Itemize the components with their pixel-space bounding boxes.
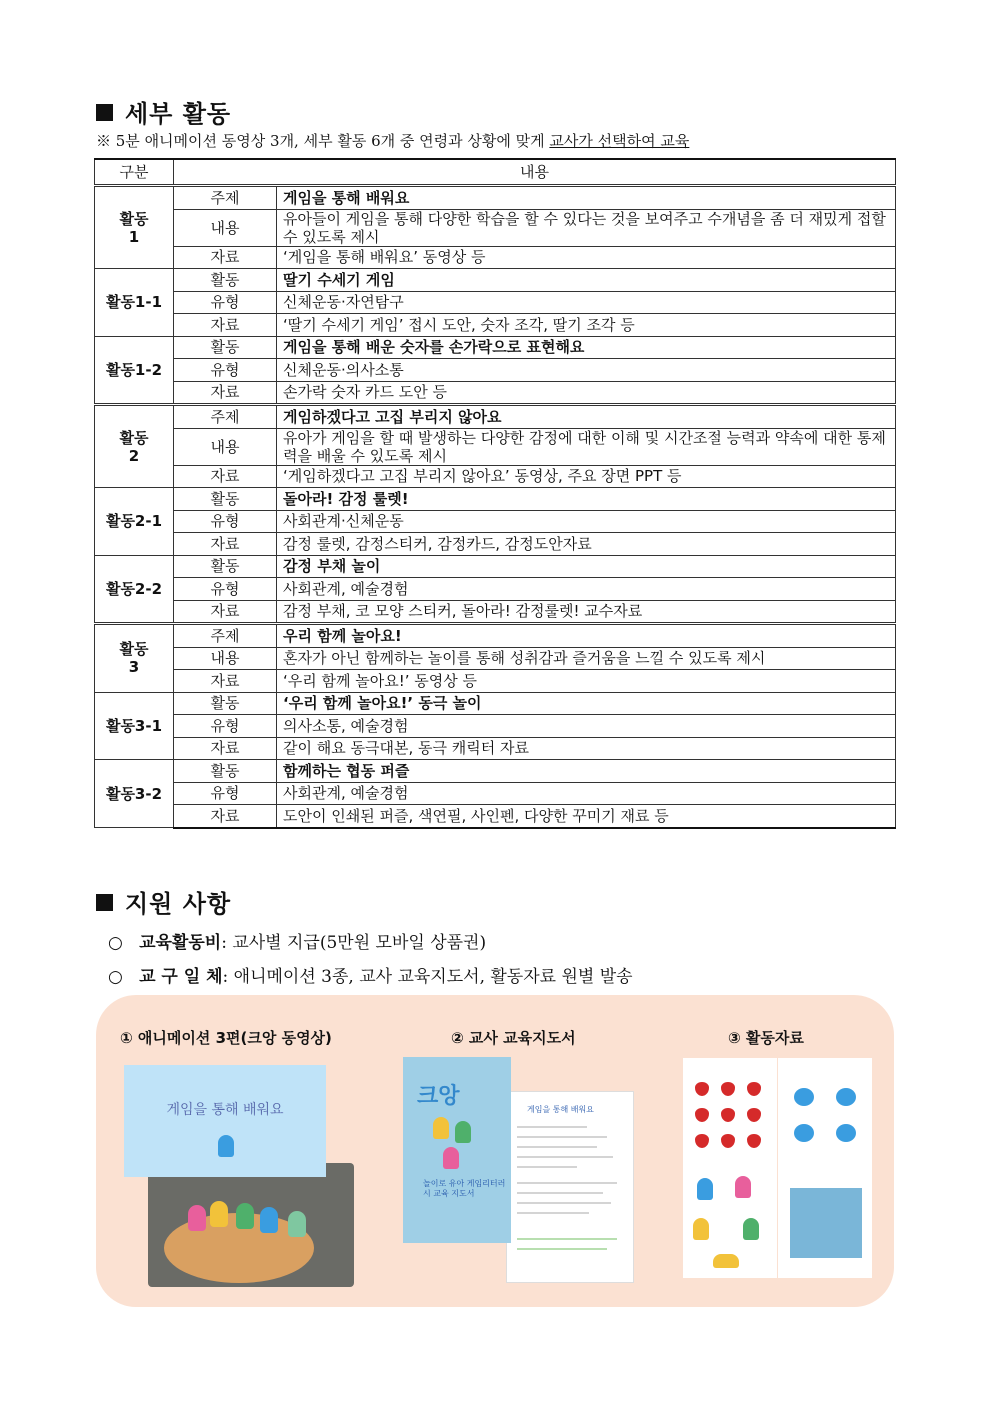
guidebook-cover: [403, 1057, 511, 1243]
activity-group-name: 활동 1: [95, 186, 174, 269]
emotion-face-icon: [836, 1088, 856, 1106]
square-bullet-icon: [96, 104, 113, 121]
square-bullet-icon: [96, 894, 113, 911]
table-row: [95, 269, 896, 292]
activity-group-name: 활동1-2: [95, 336, 174, 405]
row-content: 게임을 통해 배워요: [277, 186, 896, 210]
row-content: 감정 룰렛, 감정스티커, 감정카드, 감정도안자료: [277, 533, 896, 556]
character-figure: [236, 1203, 254, 1229]
text-line: [517, 1248, 607, 1250]
section-title-text: 세부 활동: [125, 100, 232, 128]
strawberry-icon: [695, 1108, 709, 1122]
row-label: 유형: [174, 782, 277, 805]
support-item-materials: [108, 962, 633, 987]
row-label: 활동: [174, 760, 277, 783]
character-figure: [188, 1205, 206, 1231]
support-value: : 교사별 지급(5만원 모바일 상품권): [221, 933, 487, 953]
row-content: 의사소통, 예술경험: [277, 715, 896, 738]
support-key: 교육활동비: [139, 933, 222, 953]
character-figure: [218, 1135, 234, 1157]
table-row: [95, 488, 896, 511]
bus-figure: [713, 1254, 739, 1268]
row-content: 딸기 수세기 게임: [277, 269, 896, 292]
header-content: 내용: [174, 159, 896, 186]
strawberry-icon: [721, 1108, 735, 1122]
table-row: [95, 405, 896, 429]
row-content: 게임을 통해 배운 숫자를 손가락으로 표현해요: [277, 336, 896, 359]
video-caption: 게임을 통해 배워요: [166, 1102, 284, 1118]
row-label: 자료: [174, 533, 277, 556]
table-row: [95, 336, 896, 359]
character-figure: [455, 1121, 471, 1143]
table-row: [95, 600, 896, 624]
emotion-face-icon: [794, 1088, 814, 1106]
text-line: [517, 1238, 617, 1240]
strawberry-icon: [747, 1082, 761, 1096]
text-line: [517, 1146, 597, 1148]
row-label: 유형: [174, 510, 277, 533]
strawberry-icon: [695, 1134, 709, 1148]
character-figure: [433, 1117, 449, 1139]
table-row: [95, 291, 896, 314]
row-label: 자료: [174, 600, 277, 624]
row-content: 감정 부채, 코 모양 스티커, 돌아라! 감정룰렛! 교수자료: [277, 600, 896, 624]
activity-sheet-emotion: [778, 1058, 872, 1278]
page-title: 게임을 통해 배워요: [527, 1105, 594, 1114]
strawberry-icon: [747, 1134, 761, 1148]
activity-group-name: 활동 2: [95, 405, 174, 488]
header-category: 구분: [95, 159, 174, 186]
table-row: [95, 359, 896, 382]
row-content: 손가락 숫자 카드 도안 등: [277, 381, 896, 405]
table-row: [95, 760, 896, 783]
row-label: 유형: [174, 291, 277, 314]
materials-panel: [96, 995, 894, 1307]
text-line: [517, 1156, 613, 1158]
row-content: 감정 부채 놀이: [277, 555, 896, 578]
row-content: 신체운동·의사소통: [277, 359, 896, 382]
row-label: 자료: [174, 805, 277, 828]
row-label: 주제: [174, 624, 277, 648]
row-content: 사회관계, 예술경험: [277, 782, 896, 805]
row-content: 유아들이 게임을 통해 다양한 학습을 할 수 있다는 것을 보여주고 수개념을 좀 더 재밌게 접할 수 있도록 제시: [277, 209, 896, 246]
table-row: [95, 647, 896, 670]
row-label: 내용: [174, 209, 277, 246]
text-line: [517, 1126, 587, 1128]
character-figure: [288, 1211, 306, 1237]
row-label: 활동: [174, 692, 277, 715]
table-row: [95, 782, 896, 805]
circle-bullet-icon: ○: [108, 933, 123, 953]
activity-group-name: 활동3-2: [95, 760, 174, 828]
table-row: [95, 209, 896, 246]
table-row: [95, 465, 896, 488]
support-item-expense: [108, 928, 486, 953]
text-line: [517, 1166, 577, 1168]
panel-item-activity-materials-title: ③ 활동자료: [728, 1029, 804, 1047]
row-label: 자료: [174, 381, 277, 405]
strawberry-icon: [747, 1108, 761, 1122]
row-content: ‘게임하겠다고 고집 부리지 않아요’ 동영상, 주요 장면 PPT 등: [277, 465, 896, 488]
section-title-support: [96, 884, 231, 919]
row-label: 유형: [174, 715, 277, 738]
row-content: 돌아라! 감정 룰렛!: [277, 488, 896, 511]
row-label: 활동: [174, 269, 277, 292]
table-row: [95, 533, 896, 556]
table-row: [95, 381, 896, 405]
table-row: [95, 715, 896, 738]
table-row: [95, 805, 896, 828]
row-content: 사회관계, 예술경험: [277, 578, 896, 601]
text-line: [517, 1182, 617, 1184]
character-figure: [693, 1218, 709, 1240]
table-row: [95, 246, 896, 269]
text-line: [517, 1202, 611, 1204]
text-line: [517, 1192, 603, 1194]
row-content: ‘우리 함께 놀아요!’ 동극 놀이: [277, 692, 896, 715]
activity-sheet-strawberry: [683, 1058, 777, 1278]
table-row: [95, 578, 896, 601]
row-label: 자료: [174, 737, 277, 760]
row-content: ‘우리 함께 놀아요!’ 동영상 등: [277, 670, 896, 693]
circle-bullet-icon: ○: [108, 967, 123, 987]
activity-group-name: 활동1-1: [95, 269, 174, 337]
strawberry-icon: [721, 1082, 735, 1096]
panel-item-guidebook-title: ② 교사 교육지도서: [451, 1029, 576, 1047]
support-value: : 애니메이션 3종, 교사 교육지도서, 활동자료 원별 발송: [222, 967, 633, 987]
book-cover-text: 놀이로 유아 게임리터러시 교육 지도서: [423, 1179, 506, 1198]
row-content: 유아가 게임을 할 때 발생하는 다양한 감정에 대한 이해 및 시간조절 능력과 약속에 대한 통제력을 배울 수 있도록 제시: [277, 428, 896, 465]
character-figure: [743, 1218, 759, 1240]
row-content: 게임하겠다고 고집 부리지 않아요: [277, 405, 896, 429]
activity-group-name: 활동 3: [95, 624, 174, 693]
note-underlined-text: 교사가 선택하여 교육: [549, 132, 690, 150]
row-content: 함께하는 협동 퍼즐: [277, 760, 896, 783]
activity-photo: [790, 1188, 862, 1258]
emotion-face-icon: [836, 1124, 856, 1142]
row-content: ‘게임을 통해 배워요’ 동영상 등: [277, 246, 896, 269]
character-figure: [697, 1178, 713, 1200]
row-label: 유형: [174, 359, 277, 382]
activity-group-name: 활동2-2: [95, 555, 174, 624]
table-row: [95, 737, 896, 760]
row-label: 활동: [174, 555, 277, 578]
strawberry-icon: [695, 1082, 709, 1096]
activity-group-name: 활동3-1: [95, 692, 174, 760]
row-content: 같이 해요 동극대본, 동극 캐릭터 자료: [277, 737, 896, 760]
row-label: 내용: [174, 428, 277, 465]
row-content: ‘딸기 수세기 게임’ 접시 도안, 숫자 조각, 딸기 조각 등: [277, 314, 896, 337]
panel-item-animation-title: ① 애니메이션 3편(크앙 동영상): [120, 1029, 332, 1047]
character-figure: [443, 1147, 459, 1169]
book-logo: 크앙: [417, 1084, 460, 1109]
table-row: [95, 510, 896, 533]
animation-scene-image: [148, 1163, 354, 1287]
row-label: 자료: [174, 314, 277, 337]
section-title-activities: [96, 94, 231, 129]
row-content: 도안이 인쇄된 퍼즐, 색연필, 사인펜, 다양한 꾸미기 재료 등: [277, 805, 896, 828]
row-label: 자료: [174, 465, 277, 488]
row-label: 자료: [174, 670, 277, 693]
row-content: 신체운동·자연탐구: [277, 291, 896, 314]
character-figure: [260, 1207, 278, 1233]
row-label: 주제: [174, 405, 277, 429]
row-label: 활동: [174, 336, 277, 359]
activities-table: [94, 158, 896, 829]
row-label: 주제: [174, 186, 277, 210]
table-row: [95, 555, 896, 578]
table-row: [95, 692, 896, 715]
text-line: [517, 1212, 589, 1214]
emotion-face-icon: [794, 1124, 814, 1142]
row-label: 내용: [174, 647, 277, 670]
strawberry-icon: [721, 1134, 735, 1148]
animation-thumbnail: [124, 1065, 326, 1177]
row-label: 자료: [174, 246, 277, 269]
activities-note: [96, 130, 689, 151]
note-text: ※ 5분 애니메이션 동영상 3개, 세부 활동 6개 중 연령과 상황에 맞게: [96, 132, 550, 150]
character-figure: [735, 1176, 751, 1198]
character-figure: [210, 1201, 228, 1227]
table-row: [95, 314, 896, 337]
table-row: [95, 186, 896, 210]
activity-group-name: 활동2-1: [95, 488, 174, 556]
row-label: 유형: [174, 578, 277, 601]
row-label: 활동: [174, 488, 277, 511]
table-row: [95, 670, 896, 693]
guidebook-inner-page: [506, 1091, 634, 1283]
support-key: 교 구 일 체: [139, 967, 223, 987]
row-content: 혼자가 아닌 함께하는 놀이를 통해 성취감과 즐거움을 느낄 수 있도록 제시: [277, 647, 896, 670]
row-content: 우리 함께 놀아요!: [277, 624, 896, 648]
table-row: [95, 428, 896, 465]
text-line: [517, 1136, 607, 1138]
table-row: [95, 624, 896, 648]
section-title-text: 지원 사항: [125, 890, 232, 918]
row-content: 사회관계·신체운동: [277, 510, 896, 533]
